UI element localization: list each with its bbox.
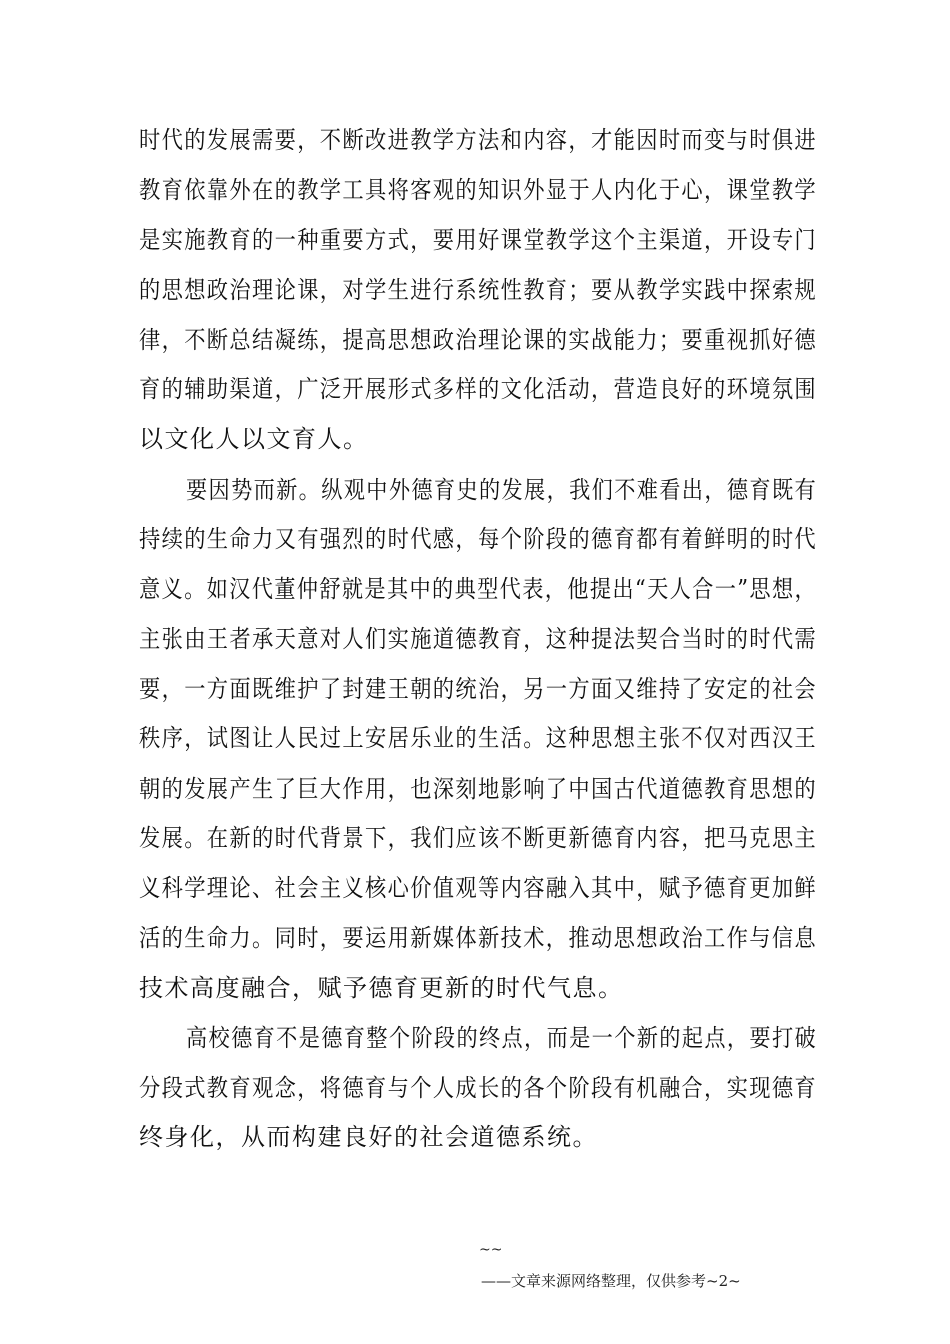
text-line: 律，不断总结凝练，提高思想政治理论课的实战能力；要重视抓好德 [139,326,818,354]
text-line: 秩序，试图让人民过上安居乐业的生活。这种思想主张不仅对西汉王 [139,724,818,752]
text-line: 技术高度融合，赋予德育更新的时代气息。 [139,974,624,1002]
text-line: 以文化人以文育人。 [139,425,369,453]
text-line: 要，一方面既维护了封建王朝的统治，另一方面又维持了安定的社会 [139,675,818,703]
text-line: 持续的生命力又有强烈的时代感，每个阶段的德育都有着鲜明的时代 [139,525,818,553]
paragraph-first-line: 高校德育不是德育整个阶段的终点，而是一个新的起点，要打破 [186,1024,818,1052]
text-line: 育的辅助渠道，广泛开展形式多样的文化活动，营造良好的环境氛围 [139,375,818,403]
text-line: 的思想政治理论课，对学生进行系统性教育；要从教学实践中探索规 [139,276,818,304]
text-line: 朝的发展产生了巨大作用，也深刻地影响了中国古代道德教育思想的 [139,775,818,803]
text-line: 分段式教育观念，将德育与个人成长的各个阶段有机融合，实现德育 [139,1074,818,1102]
text-line: 主张由王者承天意对人们实施道德教育，这种提法契合当时的时代需 [139,625,818,653]
text-line: 时代的发展需要，不断改进教学方法和内容，才能因时而变与时俱进 [139,126,818,154]
text-line: 是实施教育的一种重要方式，要用好课堂教学这个主渠道，开设专门 [139,226,818,254]
text-line: 意义。如汉代董仲舒就是其中的典型代表，他提出“天人合一”思想， [139,575,818,603]
text-line: 发展。在新的时代背景下，我们应该不断更新德育内容，把马克思主 [139,824,818,852]
paragraph-first-line: 要因势而新。纵观中外德育史的发展，我们不难看出，德育既有 [186,476,818,504]
footer-mark: ~~ [479,1242,503,1258]
footer-source-note: ——文章来源网络整理，仅供参考~2~ [481,1272,741,1290]
text-line: 义科学理论、社会主义核心价值观等内容融入其中，赋予德育更加鲜 [139,874,818,902]
text-line: 终身化，从而构建良好的社会道德系统。 [139,1123,598,1151]
text-line: 活的生命力。同时，要运用新媒体新技术，推动思想政治工作与信息 [139,924,818,952]
text-line: 教育依靠外在的教学工具将客观的知识外显于人内化于心，课堂教学 [139,176,818,204]
